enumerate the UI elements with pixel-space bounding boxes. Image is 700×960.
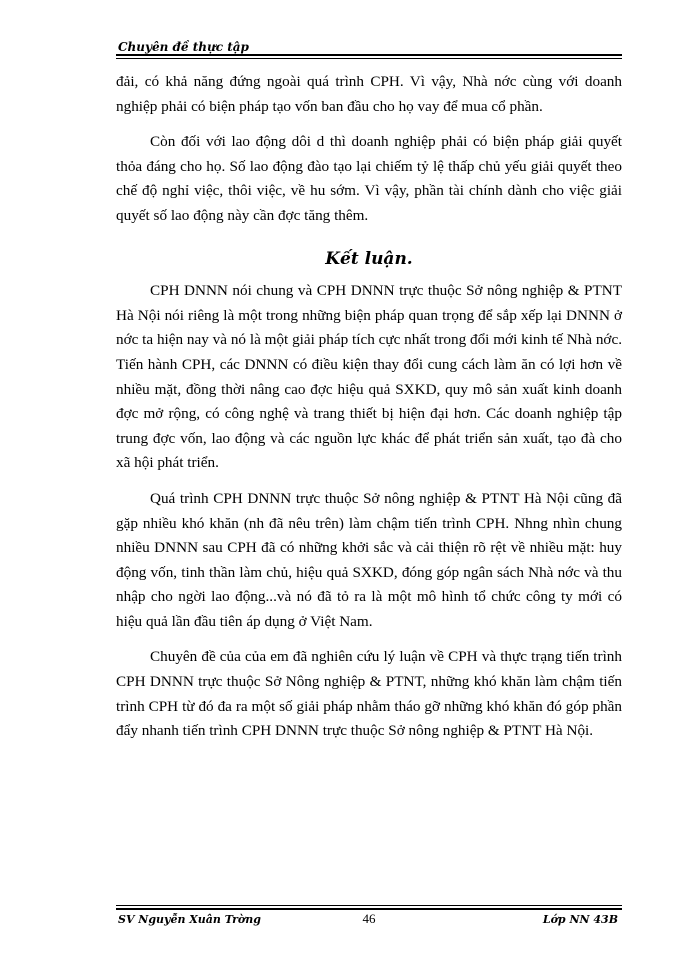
paragraph-continuation: đải, có khả năng đứng ngoài quá trình CPH. Vì vậy, Nhà nớc cùng với doanh nghiệp phải có biện pháp tạo vốn ban đầu cho họ vay để mua cổ phần.: [116, 73, 622, 115]
footer-class: Lớp NN 43B: [542, 913, 618, 926]
footer-rule-thick: [116, 908, 622, 910]
footer-rule-thin: [116, 905, 622, 906]
footer-author: SV Nguyễn Xuân Trờng: [118, 913, 261, 926]
paragraph-conclusion-1: CPH DNNN nói chung và CPH DNNN trực thuộc Sở nông nghiệp & PTNT Hà Nội nói riêng là một trong những biện pháp quan trọng để sắp xếp lại DNNN ở nớc ta hiện nay và nó là một giải pháp tích cực nhất trong đổi mới kinh tế Nhà nớc. Tiến hành CPH, các DNNN có điều kiện thay đổi cung cách làm ăn có lợi hơn về nhiều mặt, đồng thời nâng cao đợc hiệu quả SXKD, quy mô sản xuất kinh doanh đợc mở rộng, có công nghệ và trang thiết bị hiện đại hơn. Các doanh nghiệp tập trung đợc vốn, lao động và các nguồn lực khác để phát triển sản xuất, tạo đà cho xã hội phát triển.: [116, 282, 622, 472]
page-body: [116, 70, 622, 744]
header-title: Chuyên đề thực tập: [118, 40, 249, 54]
paragraph-conclusion-3: Chuyên đề của của em đã nghiên cứu lý luận về CPH và thực trạng tiến trình CPH DNNN trực thuộc Sở Nông nghiệp & PTNT, những khó khăn làm chậm tiến trình CPH từ đó đa ra một số giải pháp nhằm tháo gỡ những khó khăn đó góp phần đẩy nhanh tiến trình CPH DNNN trực thuộc Sở nông nghiệp & PTNT Hà Nội.: [116, 648, 622, 740]
page-header: [116, 38, 622, 60]
page-number: 46: [362, 911, 376, 926]
header-rule-thin: [116, 58, 622, 59]
header-rule-thick: [116, 54, 622, 56]
paragraph-conclusion-2: Quá trình CPH DNNN trực thuộc Sở nông nghiệp & PTNT Hà Nội cũng đã gặp nhiều khó khăn (nh đã nêu trên) làm chậm tiến trình CPH. Nhng nhìn chung nhiều DNNN sau CPH đã có những khởi sắc và cải thiện rõ rệt về nhiều mặt: huy động vốn, tinh thần làm chủ, hiệu quả SXKD, đóng góp ngân sách Nhà nớc và thu nhập cho ngời lao động...và nó đã tỏ ra là một mô hình tổ chức công ty mới có hiệu quả lần đầu tiên áp dụng ở Việt Nam.: [116, 489, 622, 630]
section-heading-conclusion: Kết luận.: [325, 248, 413, 269]
paragraph-redundant-labor: Còn đối với lao động dôi d thì doanh nghiệp phải có biện pháp giải quyết thỏa đáng cho họ. Số lao động đào tạo lại chiếm tỷ lệ thấp chủ yếu giải quyết theo chế độ nghỉ việc, thôi việc, về hu sớm. Vì vậy, phần tài chính dành cho việc giải quyết số lao động này cần đợc tăng thêm.: [116, 133, 622, 224]
page-footer: [116, 905, 622, 935]
